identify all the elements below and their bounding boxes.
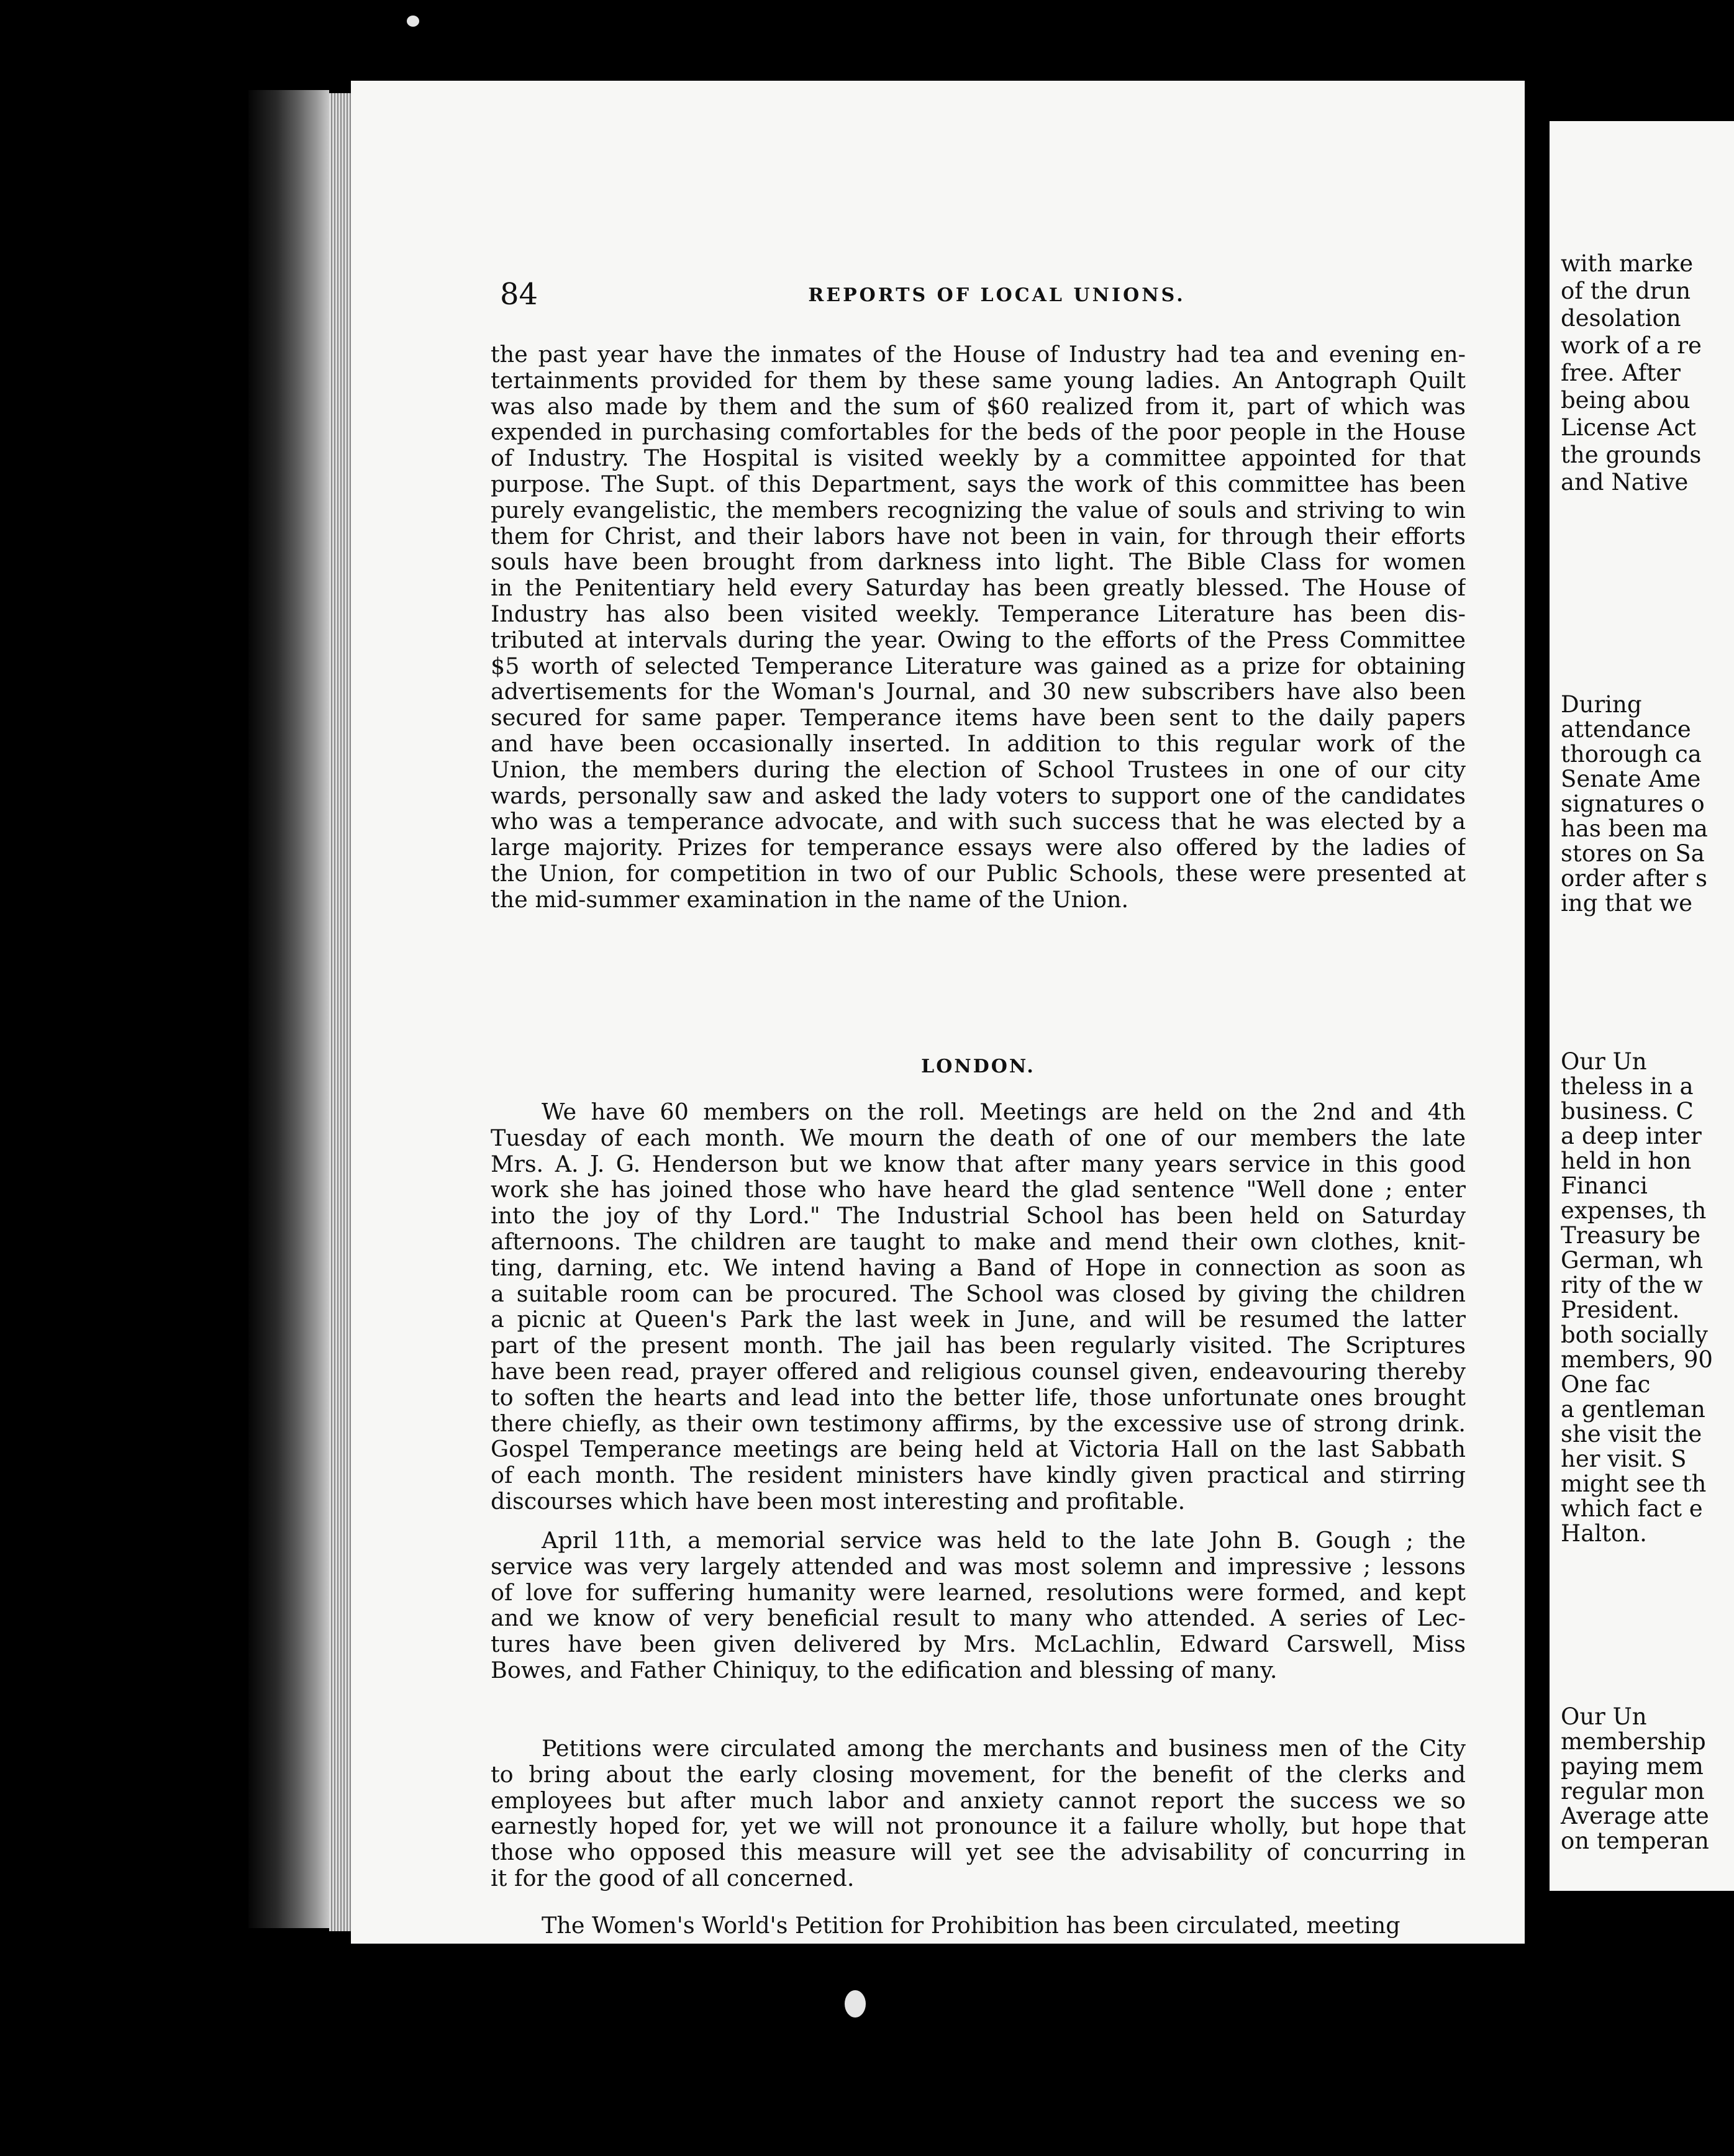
text-line: work she has joined those who have heard the glad sentence "Well done ; enter <box>491 1177 1466 1203</box>
facing-page-line: business. C <box>1561 1098 1694 1125</box>
text-line: into the joy of thy Lord." The Industrial School has been held on Saturday <box>491 1203 1466 1229</box>
facing-page-line: Our Un <box>1561 1048 1647 1075</box>
text-line: earnestly hoped for, yet we will not pronounce it a failure wholly, but hope that <box>491 1813 1466 1840</box>
text-line: Tuesday of each month. We mourn the death of one of our members the late <box>491 1125 1466 1151</box>
facing-page-line: rity of the w <box>1561 1272 1703 1298</box>
page-number: 84 <box>500 277 538 312</box>
facing-page-line: has been ma <box>1561 815 1708 842</box>
text-line: the Union, for competition in two of our Public Schools, these were presented at <box>491 860 1466 887</box>
facing-page-line: both socially <box>1561 1321 1708 1348</box>
book-spine <box>248 90 329 1928</box>
text-line: there chiefly, as their own testimony affirms, by the excessive use of strong drink. <box>491 1410 1466 1437</box>
paragraph-memorial <box>491 1528 1466 1683</box>
facing-page-line: a gentleman <box>1561 1396 1705 1423</box>
paragraph-petitions <box>491 1736 1466 1891</box>
facing-page-line: membership <box>1561 1728 1706 1755</box>
text-line: large majority. Prizes for temperance essays were also offered by the ladies of <box>491 835 1466 861</box>
text-line: advertisements for the Woman's Journal, and 30 new subscribers have also been <box>491 679 1466 705</box>
text-line: April 11th, a memorial service was held to the late John B. Gough ; the <box>542 1528 1466 1554</box>
text-line: Industry has also been visited weekly. Temperance Literature has been dis- <box>491 600 1466 627</box>
text-line: discourses which have been most interesting and profitable. <box>491 1488 1186 1515</box>
text-line: wards, personally saw and asked the lady voters to support one of the candidates <box>491 782 1466 809</box>
facing-page-line: with marke <box>1561 250 1694 277</box>
text-line: of love for suffering humanity were learned, resolutions were formed, and kept <box>491 1579 1466 1606</box>
text-line: and we know of very beneficial result to many who attended. A series of Lec- <box>491 1605 1466 1632</box>
facing-page-line: President. <box>1561 1297 1680 1323</box>
text-line: expended in purchasing comfortables for the beds of the poor people in the House <box>491 419 1466 446</box>
facing-page-line: One fac <box>1561 1371 1651 1398</box>
page-edges <box>329 93 352 1931</box>
facing-page-line: signatures o <box>1561 790 1705 817</box>
text-line: have been read, prayer offered and religious counsel given, endeavouring thereby <box>491 1358 1466 1385</box>
text-line: secured for same paper. Temperance items have been sent to the daily papers <box>491 705 1466 731</box>
text-line: those who opposed this measure will yet see the advisability of concurring in <box>491 1839 1466 1865</box>
facing-page-line: members, 90 <box>1561 1346 1713 1373</box>
facing-page-line: she visit the <box>1561 1421 1702 1447</box>
text-line: and have been occasionally inserted. In addition to this regular work of the <box>491 730 1466 757</box>
text-line: $5 worth of selected Temperance Literature was gained as a prize for obtaining <box>491 653 1466 679</box>
facing-page-line: free. After <box>1561 360 1681 386</box>
facing-page-line: Halton. <box>1561 1520 1647 1547</box>
text-line: in the Penitentiary held every Saturday has been greatly blessed. The House of <box>491 575 1466 601</box>
text-line: Bowes, and Father Chiniquy, to the edification and blessing of many. <box>491 1657 1278 1683</box>
text-line: to soften the hearts and lead into the better life, those unfortunate ones brought <box>491 1384 1466 1411</box>
section-heading-london: LONDON. <box>921 1056 1035 1077</box>
page-header <box>500 277 1494 314</box>
facing-page-line: Average atte <box>1561 1803 1709 1829</box>
facing-page-line: regular mon <box>1561 1778 1705 1805</box>
text-line: who was a temperance advocate, and with such success that he was elected by a <box>491 808 1466 835</box>
text-line: souls have been brought from darkness into light. The Bible Class for women <box>491 549 1466 576</box>
facing-page-line: and Native <box>1561 469 1689 496</box>
facing-page-line: During <box>1561 691 1642 718</box>
text-line: to bring about the early closing movement, for the benefit of the clerks and <box>491 1761 1466 1788</box>
facing-page-line: ing that we <box>1561 890 1693 917</box>
facing-page-line: on temperan <box>1561 1828 1709 1854</box>
text-line: a suitable room can be procured. The School was closed by giving the children <box>491 1280 1466 1307</box>
text-line: employees but after much labor and anxiety cannot report the success we so <box>491 1787 1466 1814</box>
text-line: Mrs. A. J. G. Henderson but we know that after many years service in this good <box>491 1151 1466 1177</box>
text-line: tributed at intervals during the year. Owing to the efforts of the Press Committee <box>491 627 1466 653</box>
facing-page-line: being abou <box>1561 387 1691 414</box>
text-line: a picnic at Queen's Park the last week in June, and will be resumed the latter <box>491 1307 1466 1333</box>
left-page <box>351 81 1525 1944</box>
text-line: it for the good of all concerned. <box>491 1865 855 1891</box>
facing-page-line: stores on Sa <box>1561 840 1705 867</box>
continued-paragraph <box>491 342 1466 913</box>
text-line: of each month. The resident ministers have kindly given practical and stirring <box>491 1462 1466 1488</box>
facing-page-line: Financi <box>1561 1172 1648 1199</box>
facing-page-line: attendance <box>1561 716 1691 743</box>
facing-page-line: held in hon <box>1561 1148 1692 1174</box>
paper-speck <box>845 1990 866 2018</box>
facing-page-line: which fact e <box>1561 1495 1703 1522</box>
text-line: ting, darning, etc. We intend having a Band of Hope in connection as soon as <box>491 1254 1466 1281</box>
text-line: service was very largely attended and was most solemn and impressive ; lessons <box>491 1553 1466 1580</box>
text-line: The Women's World's Petition for Prohibition has been circulated, meeting <box>542 1913 1400 1939</box>
facing-page-line: her visit. S <box>1561 1446 1687 1472</box>
facing-page-line: desolation <box>1561 305 1681 332</box>
text-line: Petitions were circulated among the merchants and business men of the City <box>542 1736 1466 1762</box>
text-line: Union, the members during the election of School Trustees in one of our city <box>491 756 1466 783</box>
text-line: purely evangelistic, the members recognizing the value of souls and striving to win <box>491 497 1466 523</box>
text-line: afternoons. The children are taught to make and mend their own clothes, knit- <box>491 1228 1466 1255</box>
text-line: purpose. The Supt. of this Department, says the work of this committee has been <box>491 471 1466 497</box>
facing-page-line: order after s <box>1561 865 1707 892</box>
facing-page-line: Our Un <box>1561 1703 1647 1730</box>
facing-page-line: paying mem <box>1561 1753 1704 1780</box>
text-line: tertainments provided for them by these same young ladies. An Antograph Quilt <box>491 367 1466 394</box>
facing-page-line: theless in a <box>1561 1073 1694 1100</box>
facing-page-line: German, wh <box>1561 1247 1704 1274</box>
facing-page-line: thorough ca <box>1561 741 1702 768</box>
text-line: them for Christ, and their labors have not been in vain, for through their efforts <box>491 523 1466 550</box>
paragraph-members <box>491 1099 1466 1515</box>
paper-speck <box>407 16 419 27</box>
text-line: tures have been given delivered by Mrs. McLachlin, Edward Carswell, Miss <box>491 1631 1466 1657</box>
facing-page-fragment <box>1550 121 1734 1891</box>
running-head: REPORTS OF LOCAL UNIONS. <box>808 284 1186 306</box>
text-line: We have 60 members on the roll. Meetings are held on the 2nd and 4th <box>542 1099 1466 1125</box>
text-line: Gospel Temperance meetings are being held at Victoria Hall on the last Sabbath <box>491 1436 1466 1463</box>
paragraph-womens-petition <box>491 1913 1466 1939</box>
facing-page-line: might see th <box>1561 1470 1707 1497</box>
facing-page-line: expenses, th <box>1561 1197 1707 1224</box>
facing-page-line: work of a re <box>1561 332 1702 359</box>
facing-page-line: of the drun <box>1561 278 1691 304</box>
facing-page-line: the grounds <box>1561 442 1702 468</box>
text-line: part of the present month. The jail has been regularly visited. The Scriptures <box>491 1333 1466 1359</box>
facing-page-line: Treasury be <box>1561 1222 1701 1249</box>
facing-page-line: a deep inter <box>1561 1123 1702 1149</box>
facing-page-line: License Act <box>1561 414 1696 441</box>
text-line: the past year have the inmates of the House of Industry had tea and evening en- <box>491 342 1466 368</box>
text-line: the mid-summer examination in the name of the Union. <box>491 886 1129 913</box>
text-line: was also made by them and the sum of $60 realized from it, part of which was <box>491 393 1466 420</box>
facing-page-line: Senate Ame <box>1561 766 1701 792</box>
text-line: of Industry. The Hospital is visited weekly by a committee appointed for that <box>491 445 1466 471</box>
